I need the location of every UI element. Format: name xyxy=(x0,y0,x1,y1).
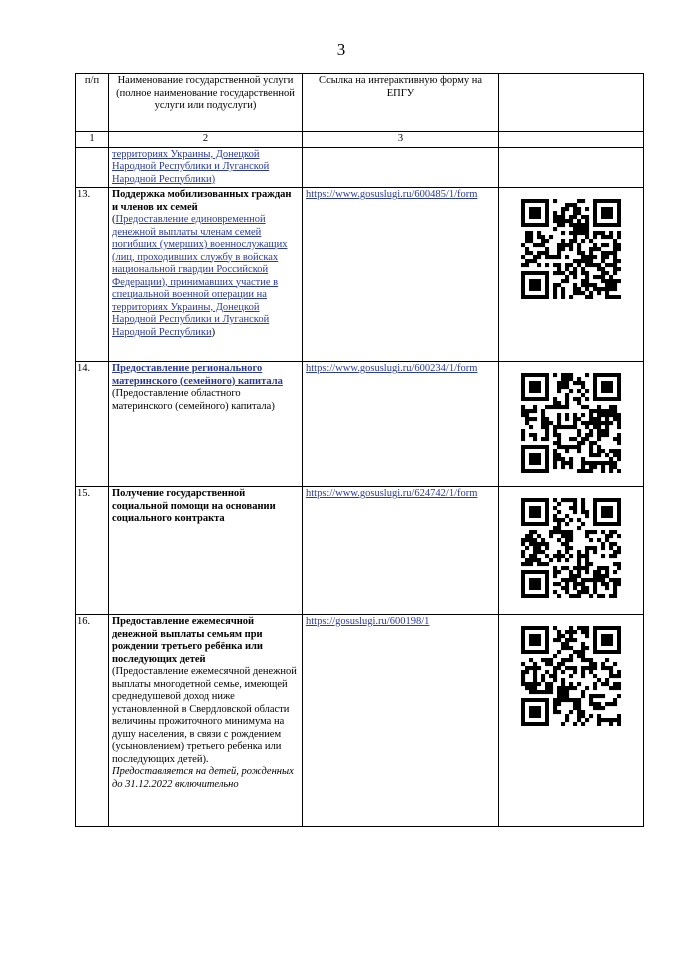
link-cell xyxy=(303,147,499,188)
table-row xyxy=(76,487,644,615)
qr-cell xyxy=(499,362,644,487)
row-number: 15. xyxy=(76,487,109,615)
qr-code-icon xyxy=(521,498,621,598)
service-note: Предоставляется на детей, рожденных до 31.12.2022 включительно xyxy=(112,766,294,790)
row-number: 16. xyxy=(76,615,109,827)
service-cell xyxy=(109,362,303,487)
page-number: 3 xyxy=(336,40,346,59)
header-number: п/п xyxy=(76,74,109,132)
service-subtitle: (Предоставление областного материнского (семейного) капитала) xyxy=(112,388,275,412)
column-number: 2 xyxy=(109,132,303,148)
epgu-form-link[interactable]: https://gosuslugi.ru/600198/1 xyxy=(306,616,430,627)
row-number xyxy=(76,147,109,188)
epgu-form-link[interactable]: https://www.gosuslugi.ru/624742/1/form xyxy=(306,488,478,499)
link-cell xyxy=(303,188,499,362)
qr-cell xyxy=(499,147,644,188)
paren-open: ( xyxy=(112,214,116,225)
qr-code-icon xyxy=(521,626,621,726)
qr-cell xyxy=(499,487,644,615)
service-cell xyxy=(109,615,303,827)
service-cell xyxy=(109,188,303,362)
header-service-name: Наименование государственной услуги (полное наименование государственной услуги или подуслуги) xyxy=(109,74,303,132)
column-number: 3 xyxy=(303,132,499,148)
header-epgu-link: Ссылка на интерактивную форму на ЕПГУ xyxy=(303,74,499,132)
qr-code-icon xyxy=(521,373,621,473)
service-title: Получение государственной социальной помощи на основании социального контракта xyxy=(112,488,276,524)
qr-cell xyxy=(499,615,644,827)
row-number: 13. xyxy=(76,188,109,362)
table-row xyxy=(76,188,644,362)
qr-code-icon xyxy=(521,199,621,299)
service-title-link[interactable]: Предоставление регионального материнского (семейного) капитала xyxy=(112,363,283,387)
service-subtitle: (Предоставление ежемесячной денежной выплаты многодетной семье, имеющей среднедушевой доход ниже установленной в Свердловской области величины прожиточного минимума на душу населения, в связи с рождением (усыновлением) третьего ребенка или последующих детей). xyxy=(112,666,297,765)
service-cell xyxy=(109,487,303,615)
service-cell xyxy=(109,147,303,188)
service-title: Поддержка мобилизованных граждан и членов их семей xyxy=(112,189,292,213)
header-qr xyxy=(499,74,644,132)
column-number: 1 xyxy=(76,132,109,148)
table-row xyxy=(76,362,644,487)
link-cell xyxy=(303,615,499,827)
epgu-form-link[interactable]: https://www.gosuslugi.ru/600485/1/form xyxy=(306,189,478,200)
qr-cell xyxy=(499,188,644,362)
row-number: 14. xyxy=(76,362,109,487)
column-number-empty xyxy=(499,132,644,148)
table-header-row xyxy=(76,74,644,132)
epgu-form-link[interactable]: https://www.gosuslugi.ru/600234/1/form xyxy=(306,363,478,374)
link-cell xyxy=(303,487,499,615)
table-row-continued xyxy=(76,147,644,188)
table-row xyxy=(76,615,644,827)
paren-close: ) xyxy=(211,326,216,338)
service-subtitle-link[interactable]: территориях Украины, Донецкой Народной Республики и Луганской Народной Республики) xyxy=(112,148,270,185)
services-table xyxy=(75,73,644,827)
link-cell xyxy=(303,362,499,487)
column-numbers-row xyxy=(76,132,644,148)
service-subtitle-link[interactable]: Предоставление единовременной денежной выплаты членам семей погибших (умерших) военнослужащих (лиц, проходивших службу в войсках национальной гвардии Российской Федерации), принимавших участие в специальной военной операции на территориях Украины, Донецкой Народной Республики и Луганской Народной Республики xyxy=(112,214,288,338)
service-title: Предоставление ежемесячной денежной выплаты семьям при рождении третьего ребёнка или последующих детей xyxy=(112,616,263,665)
